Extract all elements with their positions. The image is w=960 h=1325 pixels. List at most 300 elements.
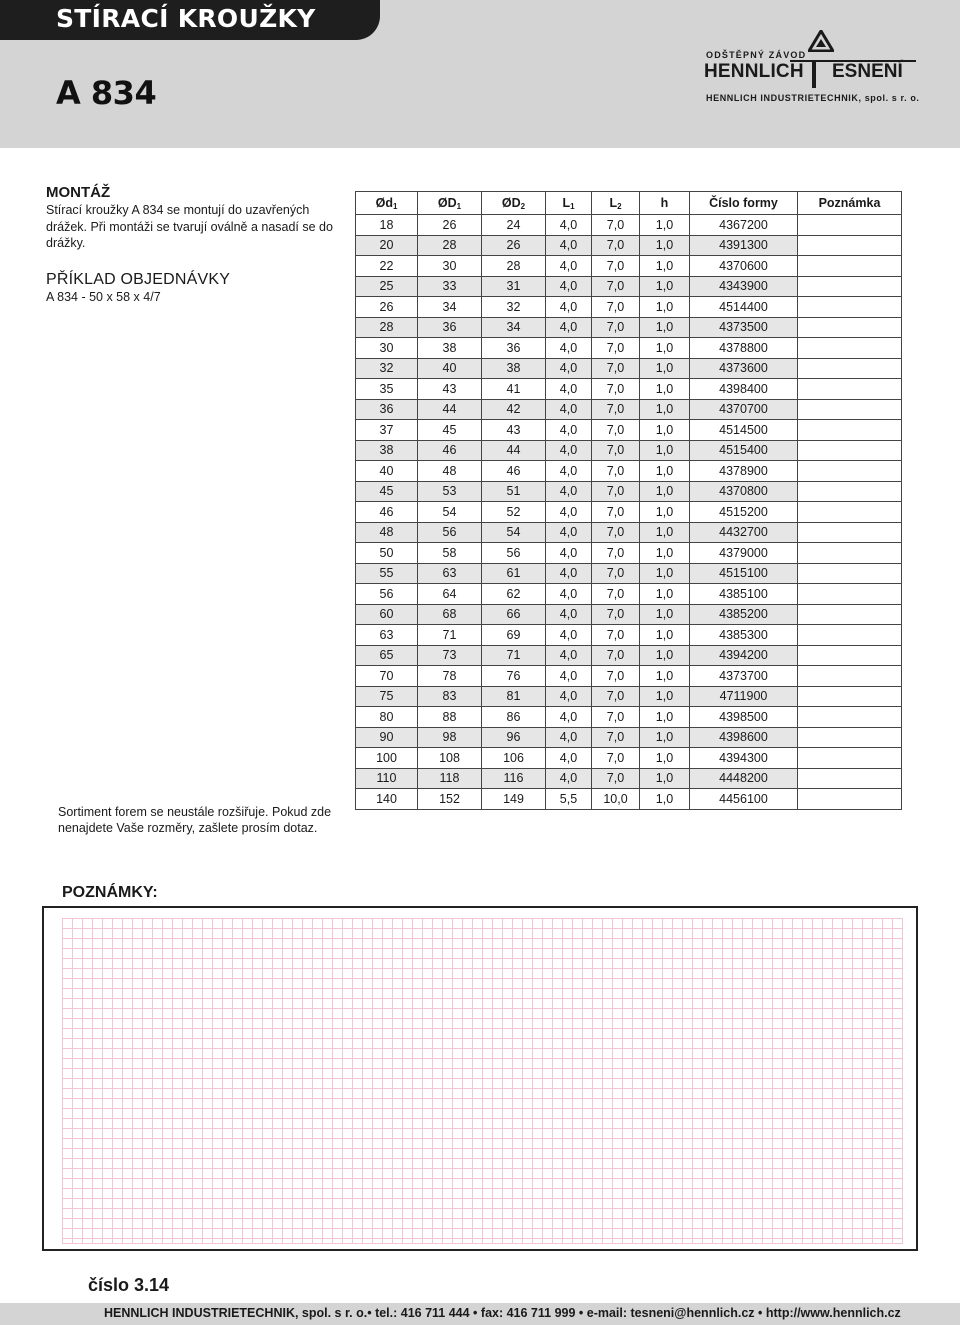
table-cell: 7,0 <box>592 256 640 277</box>
table-cell: 4378800 <box>690 338 798 359</box>
table-cell: 41 <box>482 379 546 400</box>
table-cell: 4,0 <box>546 502 592 523</box>
note-cell <box>798 707 902 728</box>
table-cell: 4515200 <box>690 502 798 523</box>
order-example-text: A 834 - 50 x 58 x 4/7 <box>46 290 161 304</box>
table-cell: 4,0 <box>546 522 592 543</box>
table-cell: 7,0 <box>592 399 640 420</box>
table-cell: 58 <box>418 543 482 564</box>
table-row <box>356 215 902 236</box>
table-row <box>356 440 902 461</box>
table-row <box>356 399 902 420</box>
table-cell: 116 <box>482 768 546 789</box>
table-cell: 7,0 <box>592 502 640 523</box>
table-row <box>356 686 902 707</box>
table-cell: 1,0 <box>640 358 690 379</box>
table-cell: 34 <box>482 317 546 338</box>
table-cell: 50 <box>356 543 418 564</box>
table-cell: 24 <box>482 215 546 236</box>
table-row <box>356 768 902 789</box>
table-row <box>356 707 902 728</box>
table-cell: 4448200 <box>690 768 798 789</box>
table-cell: 7,0 <box>592 461 640 482</box>
note-cell <box>798 686 902 707</box>
logo-t-stem <box>812 60 816 88</box>
note-cell <box>798 727 902 748</box>
table-cell: 38 <box>482 358 546 379</box>
table-header-cell <box>798 192 902 215</box>
table-cell: 4378900 <box>690 461 798 482</box>
notes-heading: POZNÁMKY: <box>62 884 158 901</box>
note-cell <box>798 399 902 420</box>
table-cell: 4,0 <box>546 215 592 236</box>
table-cell: 68 <box>418 604 482 625</box>
table-cell: 71 <box>418 625 482 646</box>
page-title: STÍRACÍ KROUŽKY <box>56 4 316 33</box>
table-cell: 56 <box>418 522 482 543</box>
table-cell: 88 <box>418 707 482 728</box>
header-label: ØD <box>501 195 521 210</box>
table-cell: 81 <box>482 686 546 707</box>
note-cell <box>798 317 902 338</box>
table-cell: 4394200 <box>690 645 798 666</box>
table-cell: 64 <box>418 584 482 605</box>
table-cell: 78 <box>418 666 482 687</box>
table-cell: 61 <box>482 563 546 584</box>
table-cell: 7,0 <box>592 276 640 297</box>
table-cell: 1,0 <box>640 256 690 277</box>
table-row <box>356 563 902 584</box>
table-cell: 37 <box>356 420 418 441</box>
table-cell: 4,0 <box>546 297 592 318</box>
table-cell: 10,0 <box>592 789 640 810</box>
table-cell: 4370800 <box>690 481 798 502</box>
table-cell: 4,0 <box>546 420 592 441</box>
table-cell: 7,0 <box>592 379 640 400</box>
table-cell: 42 <box>482 399 546 420</box>
table-row <box>356 522 902 543</box>
table-cell: 18 <box>356 215 418 236</box>
table-cell: 45 <box>418 420 482 441</box>
table-row <box>356 317 902 338</box>
table-cell: 86 <box>482 707 546 728</box>
table-cell: 1,0 <box>640 399 690 420</box>
table-cell: 65 <box>356 645 418 666</box>
header-label: L <box>609 195 618 210</box>
table-cell: 1,0 <box>640 481 690 502</box>
table-cell: 4,0 <box>546 768 592 789</box>
table-cell: 4373500 <box>690 317 798 338</box>
table-cell: 4343900 <box>690 276 798 297</box>
table-header-cell <box>418 192 482 215</box>
logo-subtitle-top: ODŠTĚPNÝ ZÁVOD <box>706 50 807 60</box>
table-header-cell <box>640 192 690 215</box>
note-cell <box>798 789 902 810</box>
table-cell: 4367200 <box>690 215 798 236</box>
note-cell <box>798 481 902 502</box>
table-cell: 7,0 <box>592 235 640 256</box>
table-cell: 7,0 <box>592 645 640 666</box>
header-label: h <box>660 196 669 210</box>
table-cell: 100 <box>356 748 418 769</box>
table-cell: 44 <box>482 440 546 461</box>
note-cell <box>798 768 902 789</box>
notes-grid <box>62 918 903 1244</box>
table-cell: 32 <box>356 358 418 379</box>
note-cell <box>798 379 902 400</box>
table-cell: 34 <box>418 297 482 318</box>
note-cell <box>798 338 902 359</box>
table-cell: 4,0 <box>546 543 592 564</box>
table-cell: 4,0 <box>546 686 592 707</box>
table-cell: 53 <box>418 481 482 502</box>
table-cell: 63 <box>356 625 418 646</box>
table-cell: 7,0 <box>592 358 640 379</box>
table-cell: 56 <box>482 543 546 564</box>
table-row <box>356 379 902 400</box>
model-code: A 834 <box>56 74 157 112</box>
note-cell <box>798 276 902 297</box>
table-cell: 28 <box>482 256 546 277</box>
table-cell: 83 <box>418 686 482 707</box>
table-cell: 4514500 <box>690 420 798 441</box>
table-cell: 4,0 <box>546 584 592 605</box>
table-cell: 149 <box>482 789 546 810</box>
order-example-heading: PŘÍKLAD OBJEDNÁVKY <box>46 271 231 288</box>
note-cell <box>798 625 902 646</box>
note-cell <box>798 420 902 441</box>
logo-name-right: ESNENÍ <box>832 61 903 82</box>
table-cell: 43 <box>418 379 482 400</box>
table-cell: 108 <box>418 748 482 769</box>
table-cell: 52 <box>482 502 546 523</box>
table-cell: 7,0 <box>592 604 640 625</box>
table-cell: 69 <box>482 625 546 646</box>
table-cell: 60 <box>356 604 418 625</box>
table-cell: 118 <box>418 768 482 789</box>
table-cell: 4,0 <box>546 379 592 400</box>
table-cell: 7,0 <box>592 420 640 441</box>
table-cell: 5,5 <box>546 789 592 810</box>
table-cell: 7,0 <box>592 727 640 748</box>
table-cell: 26 <box>482 235 546 256</box>
table-row <box>356 748 902 769</box>
table-row <box>356 256 902 277</box>
table-cell: 1,0 <box>640 440 690 461</box>
table-cell: 1,0 <box>640 727 690 748</box>
table-row <box>356 276 902 297</box>
table-cell: 73 <box>418 645 482 666</box>
header-subscript: 1 <box>456 201 462 211</box>
table-cell: 20 <box>356 235 418 256</box>
header-label: Poznámka <box>818 196 881 210</box>
note-cell <box>798 522 902 543</box>
table-cell: 30 <box>418 256 482 277</box>
footer-band <box>0 1303 960 1325</box>
table-cell: 46 <box>356 502 418 523</box>
table-cell: 4,0 <box>546 645 592 666</box>
table-row <box>356 420 902 441</box>
logo-mark-icon <box>808 30 834 52</box>
table-cell: 140 <box>356 789 418 810</box>
table-cell: 46 <box>418 440 482 461</box>
table-cell: 4514400 <box>690 297 798 318</box>
note-cell <box>798 358 902 379</box>
header-label: ØD <box>437 195 457 210</box>
table-cell: 98 <box>418 727 482 748</box>
note-cell <box>798 440 902 461</box>
table-cell: 1,0 <box>640 338 690 359</box>
table-cell: 7,0 <box>592 481 640 502</box>
table-row <box>356 481 902 502</box>
table-cell: 56 <box>356 584 418 605</box>
table-cell: 44 <box>418 399 482 420</box>
table-row <box>356 297 902 318</box>
table-cell: 63 <box>418 563 482 584</box>
table-cell: 32 <box>482 297 546 318</box>
note-cell <box>798 256 902 277</box>
table-cell: 28 <box>356 317 418 338</box>
table-cell: 38 <box>418 338 482 359</box>
table-header-row <box>356 192 902 215</box>
table-cell: 4,0 <box>546 276 592 297</box>
table-cell: 1,0 <box>640 584 690 605</box>
table-cell: 4,0 <box>546 256 592 277</box>
table-cell: 4,0 <box>546 399 592 420</box>
table-cell: 7,0 <box>592 543 640 564</box>
table-cell: 1,0 <box>640 317 690 338</box>
table-row <box>356 338 902 359</box>
logo-name-left: HENNLICH <box>704 61 804 82</box>
table-cell: 152 <box>418 789 482 810</box>
note-cell <box>798 563 902 584</box>
table-cell: 4515100 <box>690 563 798 584</box>
table-cell: 4398400 <box>690 379 798 400</box>
note-cell <box>798 748 902 769</box>
table-row <box>356 727 902 748</box>
table-header-cell <box>356 192 418 215</box>
table-header-cell <box>592 192 640 215</box>
table-cell: 7,0 <box>592 563 640 584</box>
table-cell: 55 <box>356 563 418 584</box>
note-cell <box>798 584 902 605</box>
page-number: číslo 3.14 <box>88 1275 170 1295</box>
table-cell: 4370700 <box>690 399 798 420</box>
table-header-cell <box>546 192 592 215</box>
table-row <box>356 789 902 810</box>
table-cell: 4,0 <box>546 707 592 728</box>
table-cell: 36 <box>356 399 418 420</box>
table-cell: 1,0 <box>640 707 690 728</box>
header-label: Číslo formy <box>709 196 778 210</box>
table-cell: 4,0 <box>546 461 592 482</box>
table-header-cell <box>482 192 546 215</box>
table-cell: 4,0 <box>546 625 592 646</box>
table-cell: 35 <box>356 379 418 400</box>
table-cell: 4,0 <box>546 338 592 359</box>
table-cell: 7,0 <box>592 768 640 789</box>
table-cell: 1,0 <box>640 543 690 564</box>
table-row <box>356 604 902 625</box>
table-cell: 90 <box>356 727 418 748</box>
header-band <box>0 0 960 148</box>
table-cell: 54 <box>482 522 546 543</box>
table-cell: 30 <box>356 338 418 359</box>
table-cell: 7,0 <box>592 584 640 605</box>
table-cell: 4,0 <box>546 563 592 584</box>
header-label: L <box>562 195 571 210</box>
table-cell: 4,0 <box>546 317 592 338</box>
notes-area <box>42 906 918 1251</box>
note-cell <box>798 502 902 523</box>
note-cell <box>798 461 902 482</box>
table-cell: 7,0 <box>592 707 640 728</box>
table-cell: 4398600 <box>690 727 798 748</box>
company-logo <box>704 30 924 110</box>
note-cell <box>798 235 902 256</box>
table-cell: 26 <box>418 215 482 236</box>
table-cell: 36 <box>482 338 546 359</box>
table-cell: 1,0 <box>640 215 690 236</box>
table-cell: 106 <box>482 748 546 769</box>
table-cell: 7,0 <box>592 440 640 461</box>
table-cell: 48 <box>418 461 482 482</box>
table-cell: 1,0 <box>640 502 690 523</box>
table-cell: 1,0 <box>640 563 690 584</box>
table-cell: 4456100 <box>690 789 798 810</box>
table-cell: 40 <box>418 358 482 379</box>
table-cell: 4373700 <box>690 666 798 687</box>
table-row <box>356 584 902 605</box>
table-cell: 66 <box>482 604 546 625</box>
table-cell: 1,0 <box>640 748 690 769</box>
table-cell: 45 <box>356 481 418 502</box>
table-cell: 71 <box>482 645 546 666</box>
table-cell: 1,0 <box>640 645 690 666</box>
note-cell <box>798 645 902 666</box>
table-cell: 1,0 <box>640 666 690 687</box>
table-cell: 54 <box>418 502 482 523</box>
table-cell: 25 <box>356 276 418 297</box>
table-cell: 4711900 <box>690 686 798 707</box>
dimensions-table <box>355 191 902 810</box>
table-cell: 1,0 <box>640 522 690 543</box>
table-cell: 4385100 <box>690 584 798 605</box>
note-cell <box>798 666 902 687</box>
table-cell: 7,0 <box>592 522 640 543</box>
table-cell: 36 <box>418 317 482 338</box>
table-cell: 1,0 <box>640 789 690 810</box>
table-cell: 110 <box>356 768 418 789</box>
table-cell: 7,0 <box>592 297 640 318</box>
header-subscript: 2 <box>520 201 526 211</box>
title-tab <box>0 0 380 40</box>
table-cell: 4,0 <box>546 481 592 502</box>
table-cell: 62 <box>482 584 546 605</box>
table-cell: 70 <box>356 666 418 687</box>
montaz-heading: MONTÁŽ <box>46 184 111 201</box>
table-cell: 38 <box>356 440 418 461</box>
table-cell: 40 <box>356 461 418 482</box>
note-cell <box>798 543 902 564</box>
table-cell: 1,0 <box>640 686 690 707</box>
table-cell: 4385200 <box>690 604 798 625</box>
table-cell: 28 <box>418 235 482 256</box>
header-subscript: 1 <box>570 201 575 211</box>
table-cell: 1,0 <box>640 604 690 625</box>
table-cell: 4379000 <box>690 543 798 564</box>
table-cell: 4373600 <box>690 358 798 379</box>
table-cell: 7,0 <box>592 625 640 646</box>
table-cell: 1,0 <box>640 625 690 646</box>
table-row <box>356 358 902 379</box>
table-cell: 1,0 <box>640 461 690 482</box>
table-row <box>356 543 902 564</box>
note-cell <box>798 215 902 236</box>
table-row <box>356 645 902 666</box>
note-cell <box>798 604 902 625</box>
table-cell: 80 <box>356 707 418 728</box>
table-cell: 4398500 <box>690 707 798 728</box>
table-cell: 22 <box>356 256 418 277</box>
table-cell: 31 <box>482 276 546 297</box>
montaz-text: Stírací kroužky A 834 se montují do uzavřených drážek. Při montáži se tvarují oválně a nasadí se do drážky. <box>46 203 333 250</box>
table-cell: 43 <box>482 420 546 441</box>
table-cell: 26 <box>356 297 418 318</box>
note-cell <box>798 297 902 318</box>
table-cell: 4,0 <box>546 235 592 256</box>
table-cell: 4370600 <box>690 256 798 277</box>
table-cell: 1,0 <box>640 379 690 400</box>
table-cell: 4,0 <box>546 604 592 625</box>
footer-contact: HENNLICH INDUSTRIETECHNIK, spol. s r. o.• tel.: 416 711 444 • fax: 416 711 999 • e-mail: tesneni@hennlich.cz • http://www.hennlich.cz <box>104 1306 901 1320</box>
header-subscript: 2 <box>617 201 622 211</box>
table-cell: 46 <box>482 461 546 482</box>
table-cell: 4394300 <box>690 748 798 769</box>
table-cell: 1,0 <box>640 420 690 441</box>
table-cell: 1,0 <box>640 297 690 318</box>
table-row <box>356 666 902 687</box>
table-cell: 7,0 <box>592 215 640 236</box>
table-cell: 76 <box>482 666 546 687</box>
table-cell: 4,0 <box>546 666 592 687</box>
table-row <box>356 625 902 646</box>
table-cell: 75 <box>356 686 418 707</box>
table-cell: 1,0 <box>640 235 690 256</box>
table-cell: 4391300 <box>690 235 798 256</box>
table-cell: 7,0 <box>592 338 640 359</box>
table-cell: 7,0 <box>592 317 640 338</box>
table-cell: 4,0 <box>546 748 592 769</box>
table-cell: 7,0 <box>592 666 640 687</box>
table-cell: 33 <box>418 276 482 297</box>
table-cell: 1,0 <box>640 276 690 297</box>
table-cell: 4385300 <box>690 625 798 646</box>
header-subscript: 1 <box>392 201 398 211</box>
table-cell: 1,0 <box>640 768 690 789</box>
assortment-note: Sortiment forem se neustále rozšiřuje. Pokud zde nenajdete Vaše rozměry, zašlete prosím dotaz. <box>58 805 332 835</box>
table-cell: 4515400 <box>690 440 798 461</box>
table-row <box>356 461 902 482</box>
table-cell: 48 <box>356 522 418 543</box>
table-cell: 4432700 <box>690 522 798 543</box>
table-cell: 96 <box>482 727 546 748</box>
table-cell: 4,0 <box>546 440 592 461</box>
table-row <box>356 502 902 523</box>
table-header-cell <box>690 192 798 215</box>
table-cell: 7,0 <box>592 748 640 769</box>
header-label: Ød <box>375 195 393 210</box>
